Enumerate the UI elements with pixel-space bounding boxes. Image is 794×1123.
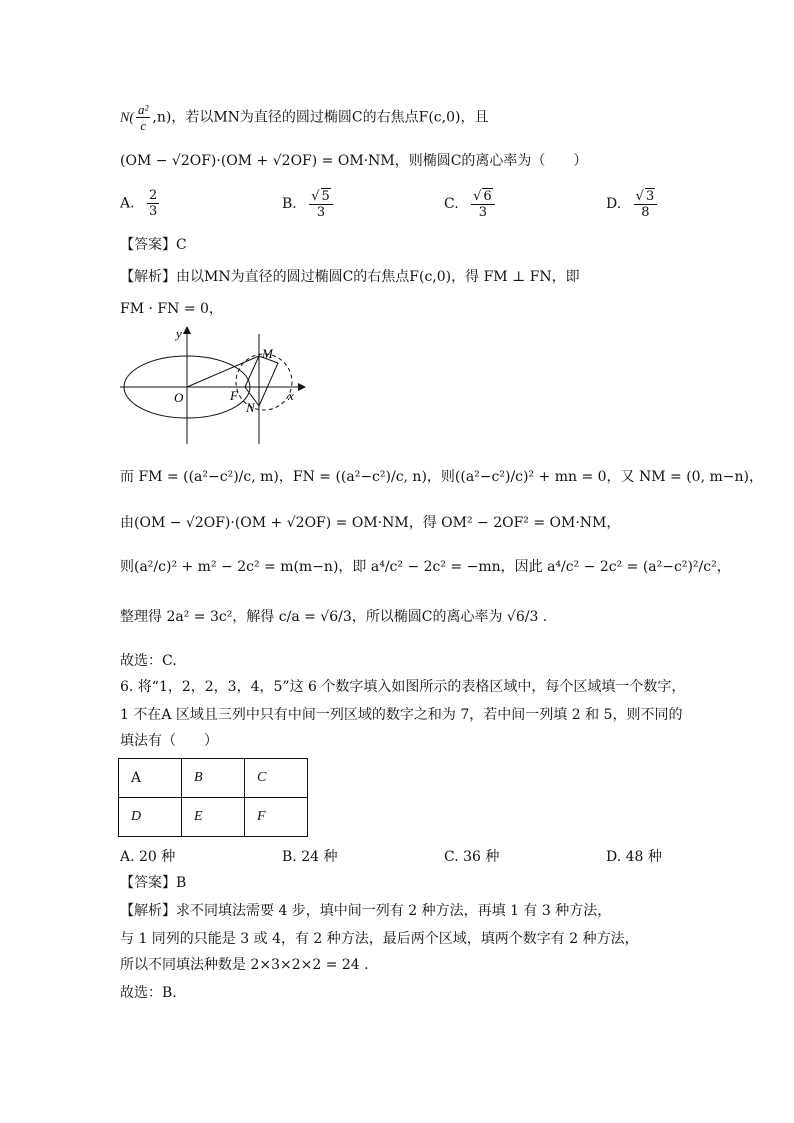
option-b: B. $\frac{√ 5}{3}$ <box>282 188 335 220</box>
y-axis-label: y <box>176 326 182 341</box>
question5-line1: N( $\frac{\text{a²}}{c}$ ,n)，若以MN为直径的圆过椭圆C的右焦点F(c,0)，且 <box>120 102 489 133</box>
question6-line3: 填法有（ ） <box>120 733 218 749</box>
fraction: $\frac{\text{a²}}{c}$ <box>138 102 149 133</box>
solution-5-line4: 由(OM − √2OF)·(OM + √2OF) = OM·NM，得 OM² − 2OF² = OM·NM， <box>120 515 621 531</box>
option-d: D. $\frac{√ 3}{8}$ <box>606 188 659 220</box>
question6-line2: 1 不在A 区域且三列中只有中间一列区域的数字之和为 7，若中间一列填 2 和 5，则不同的 <box>120 707 683 723</box>
origin-label: O <box>174 390 184 405</box>
cell-a: A <box>119 759 182 798</box>
q6-option-c: C. 36 种 <box>444 849 500 865</box>
q6-option-a: A. 20 种 <box>120 849 176 865</box>
answer-5: 【答案】C <box>120 237 187 253</box>
solution-5-line6: 整理得 2a² = 3c²，解得 c/a = √6/3，所以椭圆C的离心率为 √6/3 . <box>120 609 548 625</box>
choice-5: 故选：C. <box>120 653 177 669</box>
solution-6-line2: 与 1 同列的只能是 3 或 4，有 2 种方法，最后两个区域，填两个数字有 2 种方法， <box>120 931 639 947</box>
q6-option-d: D. 48 种 <box>606 849 662 865</box>
solution-6-line3: 所以不同填法种数是 2×3×2×2 = 24 . <box>120 957 369 973</box>
question6-line1: 6. 将“1，2，2，3，4，5”这 6 个数字填入如图所示的表格区域中，每个区域填一个数字， <box>120 679 686 695</box>
point-m-label: M <box>262 346 273 361</box>
region-table <box>118 758 308 837</box>
cell-e: E <box>182 798 245 837</box>
cell-d: D <box>119 798 182 837</box>
solution-5-line2: FM · FN = 0， <box>120 301 223 317</box>
solution-5-line3: 而 FM = ((a²−c²)/c, m)，FN = ((a²−c²)/c, n)，则((a²−c²)/c)² + mn = 0，又 NM = (0, m−n)， <box>120 469 763 485</box>
x-axis-label: x <box>288 388 294 403</box>
q6-option-b: B. 24 种 <box>282 849 338 865</box>
choice-6: 故选：B. <box>120 985 177 1001</box>
cell-b: B <box>182 759 245 798</box>
question5-line2: (OM − √2OF)·(OM + √2OF) = OM·NM，则椭圆C的离心率为（ ） <box>120 153 588 169</box>
option-a: A. $\frac{2}{3}$ <box>120 188 158 219</box>
option-c: C. $\frac{√ 6}{3}$ <box>444 188 497 220</box>
solution-5-line1: 【解析】由以MN为直径的圆过椭圆C的右焦点F(c,0)，得 FM ⊥ FN，即 <box>120 269 580 285</box>
solution-6-line1: 【解析】求不同填法需要 4 步，填中间一列有 2 种方法，再填 1 有 3 种方法， <box>120 903 612 919</box>
solution-5-line5: 则(a²/c)² + m² − 2c² = m(m−n)，即 a⁴/c² − 2c² = −mn，因此 a⁴/c² − 2c² = (a²−c²)²/c²， <box>120 559 731 575</box>
answer-6: 【答案】B <box>120 875 187 891</box>
cell-c: C <box>245 759 308 798</box>
focus-label: F <box>230 388 238 403</box>
ellipse-figure <box>118 326 318 446</box>
cell-f: F <box>245 798 308 837</box>
point-n-label: N <box>246 400 255 415</box>
